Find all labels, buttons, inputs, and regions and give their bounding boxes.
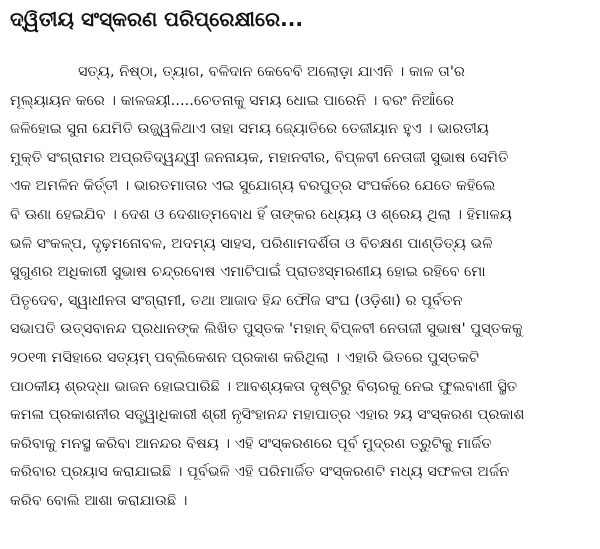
text-line-15: କରିବାର ପ୍ରୟାସ କରାଯାଇଛି । ପୂର୍ବଭଳି ଏହି ପରିମାର୍ଜିତ ସଂସ୍କରଣଟି ମଧ୍ୟ ସଫଳତା ଅର୍ଜନ bbox=[10, 463, 510, 481]
text-line-16: କରିବ ବୋଲି ଆଶା କରାଯାଉଛି । bbox=[10, 491, 188, 509]
text-line-6: ବି ଊଣା ହେଇଯିବ । ଦେଶ ଓ ଦେଶାତ୍ମବୋଧ ହିଁ ତାଙ୍କର ଧ୍ୟେୟ ଓ ଶ୍ରେୟ ଥିଲା । ହିମାଳୟ bbox=[10, 205, 512, 223]
text-line-13: କମଳା ପ୍ରକାଶନୀର ସତ୍ତ୍ୱାଧିକାରୀ ଶ୍ରୀ ନୃସିଂହାନନ୍ଦ ମହାପାତ୍ର ଏହାର ୨ୟ ସଂସ୍କରଣ ପ୍ରକାଶ bbox=[10, 406, 525, 424]
document-heading: ଦ୍ୱିତୀୟ ସଂସ୍କରଣ ପରିପ୍ରେକ୍ଷୀରେ... bbox=[10, 7, 303, 31]
text-line-10: ସଭାପତି ଉତ୍ସବାନନ୍ଦ ପ୍ରଧାନଙ୍କ ଲିଖିତ ପୁସ୍ତକ 'ମହାନ୍ ବିପ୍ଳବୀ ନେତାଜୀ ସୁଭାଷ' ପୁସ୍ତକକୁ bbox=[10, 320, 523, 338]
body-paragraph bbox=[10, 58, 590, 516]
text-line-9: ପିତୃଦେବ, ସ୍ୱାଧୀନତା ସଂଗ୍ରାମୀ, ତଥା ଆଜାଦ ହିନ୍ଦ ଫୌଜ ସଂଘ (ଓଡ଼ିଶା) ର ପୂର୍ବତନ bbox=[10, 291, 463, 309]
text-line-14: କରିବାକୁ ମନସ୍ଥ କରିବା ଆନନ୍ଦର ବିଷୟ । ଏହି ସଂସ୍କରଣରେ ପୂର୍ବ ମୁଦ୍ରଣ ତ୍ରୁଟିକୁ ମାର୍ଜିତ bbox=[10, 434, 492, 452]
text-line-1: ସତ୍ୟ, ନିଷ୍ଠା, ତ୍ୟାଗ, ବଳିଦାନ କେବେବି ଅଲୋଡ଼ା ଯାଏନି । କାଳ ତା'ର bbox=[78, 63, 465, 80]
text-line-7: ଭଳି ସଂକଳ୍ପ, ଦୃଢ଼ମନୋବଳ, ଅଦମ୍ୟ ସାହସ, ପରିଣାମଦର୍ଶିତା ଓ ବିଚକ୍ଷଣ ପାଣ୍ଡିତ୍ୟ ଭଳି bbox=[10, 234, 493, 252]
text-line-4: ମୁକ୍ତି ସଂଗ୍ରାମର ଅପ୍ରତିଦ୍ୱନ୍ଦ୍ୱୀ ଜନନାୟକ, ମହାନବୀର, ବିପ୍ଳବୀ ନେତାଜୀ ସୁଭାଷ ସେମିତି bbox=[10, 148, 509, 166]
text-line-3: ଜଳିହୋଇ ସୁନା ଯେମିତି ଉଜ୍ଜ୍ୱଳିଥାଏ ତାହା ସମୟ ଜ୍ୟୋତିରେ ତେଜୀୟାନ ହୁଏ । ଭାରତୀୟ bbox=[10, 120, 489, 138]
text-line-11: ୨୦୧୩ ମସିହାରେ ସତ୍ୟମ୍ ପବ୍ଲିକେଶନ ପ୍ରକାଶ କରିଥିଲା । ଏହାରି ଭିତରେ ପୁସ୍ତକଟି bbox=[10, 348, 480, 366]
text-line-8: ସୁଗୁଣର ଅଧିକାରୀ ସୁଭାଷ ଚନ୍ଦ୍ରବୋଷ ଏମାଟିପାଇଁ ପ୍ରାତଃସ୍ମରଣୀୟ ହୋଇ ରହିବେ ମୋ bbox=[10, 263, 486, 281]
text-line-12: ପାଠକୀୟ ଶ୍ରଦ୍ଧା ଭାଜନ ହୋଇପାରିଛି । ଆବଶ୍ୟକତା ଦୃଷ୍ଟିରୁ ବିଚାରକୁ ନେଇ ଫୁଲବାଣୀ ସ୍ଥିତ bbox=[10, 377, 518, 395]
text-line-5: ଏକ ଅମଳିନ କିର୍ତ୍ତୀ । ଭାରତମାତାର ଏଇ ସୁଯୋଗ୍ୟ ବରପୁତ୍ର ସଂପର୍କରେ ଯେତେ କହିଲେ bbox=[10, 177, 496, 195]
text-line-2: ମୂଲ୍ୟାୟନ କରେ । କାଳଜୟୀ.....ଚେତନାକୁ ସମୟ ଧୋଇ ପାରେନି । ବରଂ ନିଆଁରେ bbox=[10, 91, 455, 109]
